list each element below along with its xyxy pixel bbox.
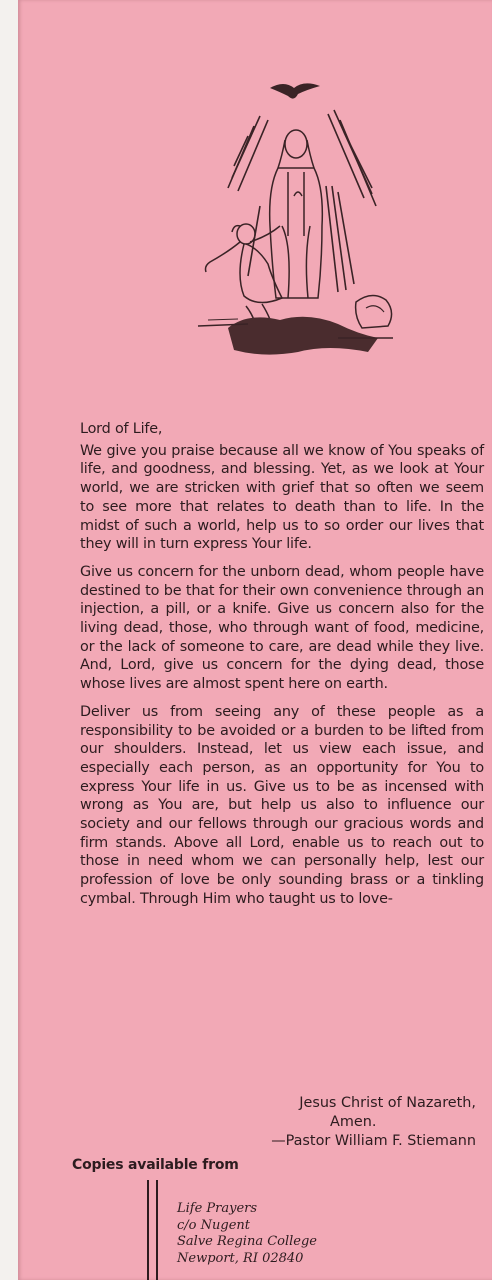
paragraph-concern: Give us concern for the unborn dead, whom people have destined to be that for their own convenience through an injection, a pill, or a knife. Give us concern also for the living dead, those, who through want of food, medicine, or the lack of someone to care, are dead while they live. And, Lord, give us concern for the dying dead, those whose lives are almost spent here on earth. xyxy=(80,563,484,693)
illustration xyxy=(188,76,400,368)
amen: Amen. xyxy=(330,1114,377,1130)
author: —Pastor William F. Stiemann xyxy=(271,1133,476,1149)
paragraph-deliver: Deliver us from seeing any of these people as a responsibility to be avoided or a burden to be lifted from our shoulders. Instead, let us view each issue, and especially each person, as an opportunity for You to express Your life in us. Give us to be as incensed with wrong as You are, but help us also to influence our society and our fellows through our gracious words and firm stands. Above all Lord, enable us to reach out to those in need whom we can personally help, lest our profession of love be only sounding brass or a tinkling cymbal. Through Him who taught us to love- xyxy=(80,703,484,907)
ground-icon xyxy=(198,295,393,354)
prayer-card xyxy=(18,0,492,1280)
double-rule xyxy=(147,1180,161,1280)
dove-icon xyxy=(270,83,320,98)
address-line: Newport, RI 02840 xyxy=(177,1250,304,1266)
rule-line xyxy=(156,1180,158,1280)
light-rays-icon xyxy=(228,110,376,292)
address-line: c/o Nugent xyxy=(177,1217,250,1233)
closing-line: Jesus Christ of Nazareth, xyxy=(299,1095,476,1111)
address-block xyxy=(177,1201,317,1267)
copies-heading: Copies available from xyxy=(72,1157,239,1173)
prayer-text xyxy=(80,420,484,918)
address-line: Salve Regina College xyxy=(177,1234,317,1249)
signature-block xyxy=(80,1094,476,1151)
rule-line xyxy=(147,1180,149,1280)
paragraph-praise: We give you praise because all we know of You speaks of life, and goodness, and blessing. Yet, as we look at Your world, we are stricken with grief that so often we seem to see more that relates to death than to life. In the midst of such a world, help us to so order our lives that they will in turn express Your life. xyxy=(80,442,484,553)
christ-figure-icon xyxy=(270,130,323,298)
salutation: Lord of Life, xyxy=(80,421,163,437)
address-line: Life Prayers xyxy=(177,1201,258,1216)
